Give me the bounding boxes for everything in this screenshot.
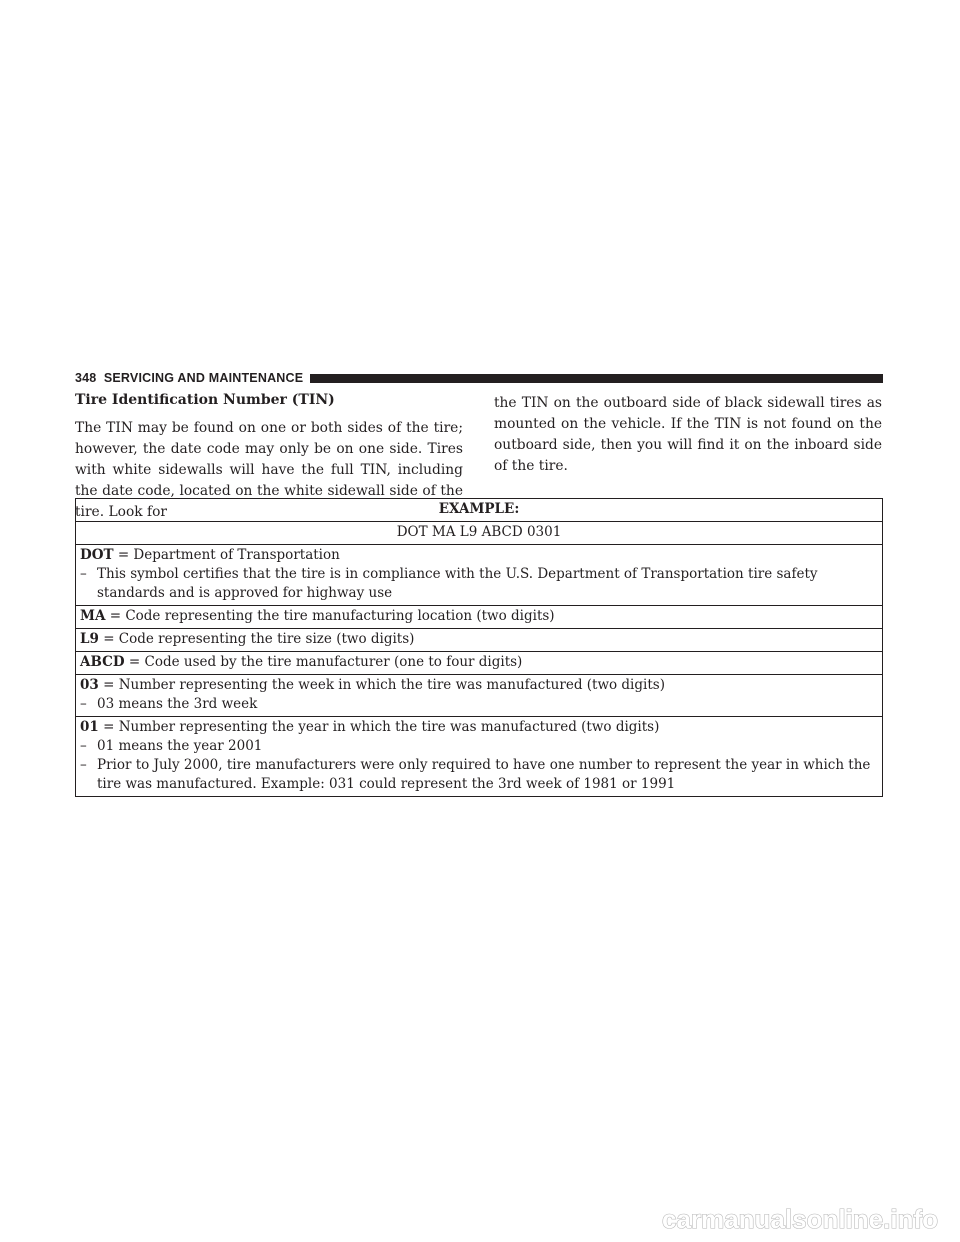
table-cell [76, 606, 883, 629]
row-note [80, 695, 878, 714]
row-definition [80, 546, 878, 565]
note-text: This symbol certifies that the tire is in compliance with the U.S. Department of Transportation tire safety standards and is approved for highway use [97, 566, 818, 601]
table-header: EXAMPLE: [76, 499, 883, 522]
code-description: = Number representing the week in which the tire was manufactured (two digits) [103, 677, 665, 693]
code-label: 01 [80, 719, 99, 735]
code-description: = Code representing the tire size (two digits) [103, 631, 415, 647]
code-description: = Department of Transportation [117, 547, 340, 563]
code-description: = Code representing the tire manufacturing location (two digits) [109, 608, 555, 624]
paragraph-right: the TIN on the outboard side of black sidewall tires as mounted on the vehicle. If the TIN is not found on the outboard side, then you will find it on the inboard side of the tire. [494, 395, 882, 474]
code-description: = Code used by the tire manufacturer (one to four digits) [128, 654, 523, 670]
table-cell [76, 652, 883, 675]
row-definition [80, 607, 878, 626]
code-description: = Number representing the year in which the tire was manufactured (two digits) [103, 719, 660, 735]
row-definition [80, 718, 878, 737]
table-cell [76, 545, 883, 606]
dash-glyph: – [80, 738, 87, 754]
table-header-row [76, 499, 883, 522]
page-number: 348 [75, 371, 97, 385]
code-label: L9 [80, 631, 99, 647]
row-definition [80, 676, 878, 695]
note-text: 01 means the year 2001 [97, 738, 263, 754]
page-header [75, 370, 883, 386]
table-example-row [76, 522, 883, 545]
section-name: SERVICING AND MAINTENANCE [103, 371, 304, 385]
table-cell [76, 675, 883, 717]
section-title: Tire Identification Number (TIN) [75, 392, 335, 408]
table-cell [76, 717, 883, 797]
dash-glyph: – [80, 566, 87, 582]
paragraph-left: The TIN may be found on one or both sides of the tire; however, the date code may only be on one side. Tires with white sidewalls will have the full TIN, including the date code, located on the white sidewall side of the tire. Look for [75, 420, 463, 520]
header-rule [310, 374, 883, 383]
table-row [76, 629, 883, 652]
row-note [80, 756, 878, 794]
tin-example-table [75, 498, 883, 797]
row-definition [80, 630, 878, 649]
code-label: DOT [80, 547, 114, 563]
dash-glyph: – [80, 757, 87, 773]
table-cell [76, 629, 883, 652]
example-tin: DOT MA L9 ABCD 0301 [76, 522, 883, 545]
table-row [76, 675, 883, 717]
page-header-text [75, 371, 303, 385]
code-label: ABCD [80, 654, 125, 670]
dash-glyph: – [80, 696, 87, 712]
watermark-text: carmanualsonline.info [662, 1204, 938, 1234]
note-text: Prior to July 2000, tire manufacturers were only required to have one number to represent the year in which the tire was manufactured. Example: 031 could represent the 3rd week of 1981 or 1991 [97, 757, 871, 792]
row-definition [80, 653, 878, 672]
code-label: MA [80, 608, 106, 624]
note-text: 03 means the 3rd week [97, 696, 258, 712]
table-row [76, 545, 883, 606]
table-row [76, 606, 883, 629]
row-note [80, 737, 878, 756]
code-label: 03 [80, 677, 99, 693]
row-note [80, 565, 878, 603]
table-row [76, 652, 883, 675]
table-row [76, 717, 883, 797]
